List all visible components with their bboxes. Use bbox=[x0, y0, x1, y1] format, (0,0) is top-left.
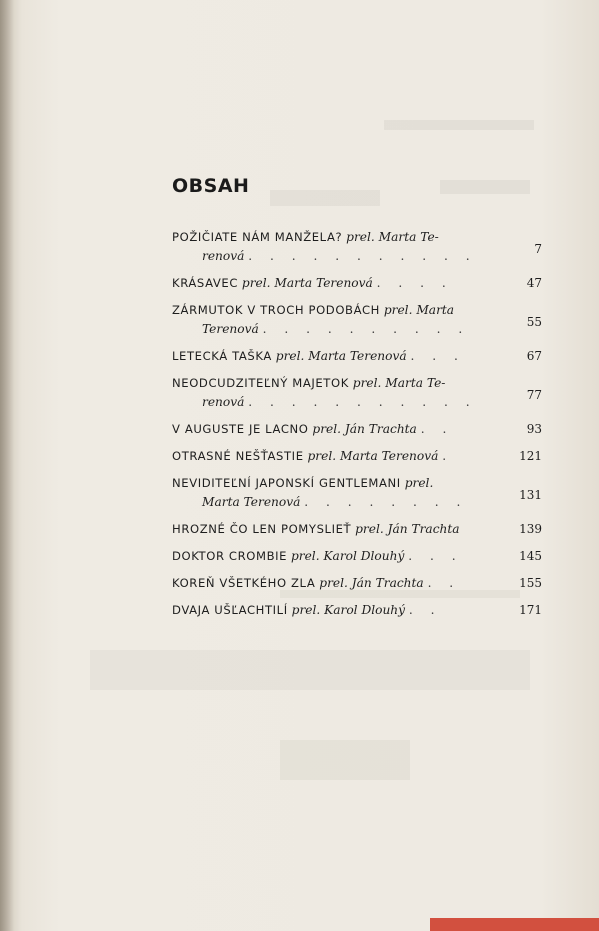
page-number: 67 bbox=[526, 349, 542, 363]
toc-entry bbox=[172, 601, 542, 620]
story-title: DVAJA UŠĽACHTILÍ bbox=[172, 603, 288, 617]
page-number: 93 bbox=[526, 422, 542, 436]
page-number: 171 bbox=[519, 603, 542, 617]
show-through-block bbox=[280, 740, 410, 780]
story-title: V AUGUSTE JE LACNO bbox=[172, 422, 309, 436]
leader-dots: . . bbox=[420, 422, 454, 436]
leader-dots: . . . . . . . . . . . bbox=[248, 249, 477, 263]
story-title: KOREŇ VŠETKÉHO ZLA bbox=[172, 576, 316, 590]
page-number: 7 bbox=[534, 242, 542, 256]
leader-dots: . . bbox=[408, 603, 442, 617]
toc-entry bbox=[172, 574, 542, 593]
toc-entry bbox=[172, 474, 542, 512]
translator: prel. Marta Te- bbox=[352, 376, 446, 390]
translator: prel. Marta Terenová bbox=[241, 276, 373, 290]
translator: prel. Ján Trachta bbox=[319, 576, 424, 590]
story-title: DOKTOR CROMBIE bbox=[172, 549, 288, 563]
translator: prel. Karol Dlouhý bbox=[291, 603, 406, 617]
page-number: 139 bbox=[519, 522, 542, 536]
page-number: 131 bbox=[519, 488, 542, 502]
page-number: 121 bbox=[519, 449, 542, 463]
table-of-contents bbox=[172, 228, 542, 628]
show-through-block bbox=[90, 650, 530, 690]
cover-edge bbox=[430, 918, 599, 931]
translator: prel. Marta Te- bbox=[346, 230, 439, 244]
toc-entry bbox=[172, 374, 542, 412]
translator-continuation: renová bbox=[202, 249, 245, 263]
toc-entry bbox=[172, 520, 542, 539]
page-number: 47 bbox=[526, 276, 542, 290]
leader-dots: . . . bbox=[408, 549, 463, 563]
leader-dots: . . . bbox=[410, 349, 465, 363]
story-title: NEODCUDZITEĽNÝ MAJETOK bbox=[172, 376, 349, 390]
toc-entry bbox=[172, 447, 542, 466]
leader-dots: . bbox=[442, 449, 454, 463]
page-number: 77 bbox=[526, 388, 542, 402]
translator: prel. Ján Trachta bbox=[355, 522, 460, 536]
story-title: KRÁSAVEC bbox=[172, 276, 239, 290]
toc-entry bbox=[172, 420, 542, 439]
story-title: HROZNÉ ČO LEN POMYSLIEŤ bbox=[172, 522, 352, 536]
translator-continuation: Terenová bbox=[202, 322, 259, 336]
leader-dots: . . . . . . . . bbox=[304, 495, 468, 509]
toc-entry bbox=[172, 228, 542, 266]
story-title: POŽIČIATE NÁM MANŽELA? bbox=[172, 230, 343, 244]
show-through-block bbox=[384, 120, 534, 130]
page-number: 145 bbox=[519, 549, 542, 563]
translator: prel. Marta bbox=[383, 303, 455, 317]
translator: prel. Marta Terenová bbox=[275, 349, 407, 363]
toc-entry bbox=[172, 274, 542, 293]
toc-entry bbox=[172, 347, 542, 366]
toc-heading: OBSAH bbox=[172, 175, 250, 197]
spine-shadow bbox=[0, 0, 14, 931]
page-number: 155 bbox=[519, 576, 542, 590]
leader-dots: . . bbox=[427, 576, 461, 590]
story-title: LETECKÁ TAŠKA bbox=[172, 349, 272, 363]
story-title: ZÁRMUTOK V TROCH PODOBÁCH bbox=[172, 303, 380, 317]
translator: prel. Karol Dlouhý bbox=[290, 549, 405, 563]
page-number: 55 bbox=[526, 315, 542, 329]
leader-dots: . . . . bbox=[376, 276, 453, 290]
show-through-block bbox=[440, 180, 530, 194]
show-through-block bbox=[270, 190, 380, 206]
toc-entry bbox=[172, 547, 542, 566]
leader-dots: . . . . . . . . . . . bbox=[248, 395, 477, 409]
translator-continuation: Marta Terenová bbox=[202, 495, 301, 509]
story-title: NEVIDITEĽNÍ JAPONSKÍ GENTLEMANI bbox=[172, 476, 401, 490]
translator-continuation: renová bbox=[202, 395, 245, 409]
leader-dots: . . . . . . . . . . bbox=[262, 322, 470, 336]
story-title: OTRASNÉ NEŠŤASTIE bbox=[172, 449, 304, 463]
translator: prel. Marta Terenová bbox=[307, 449, 439, 463]
toc-entry bbox=[172, 301, 542, 339]
translator: prel. Ján Trachta bbox=[312, 422, 417, 436]
translator: prel. bbox=[404, 476, 434, 490]
